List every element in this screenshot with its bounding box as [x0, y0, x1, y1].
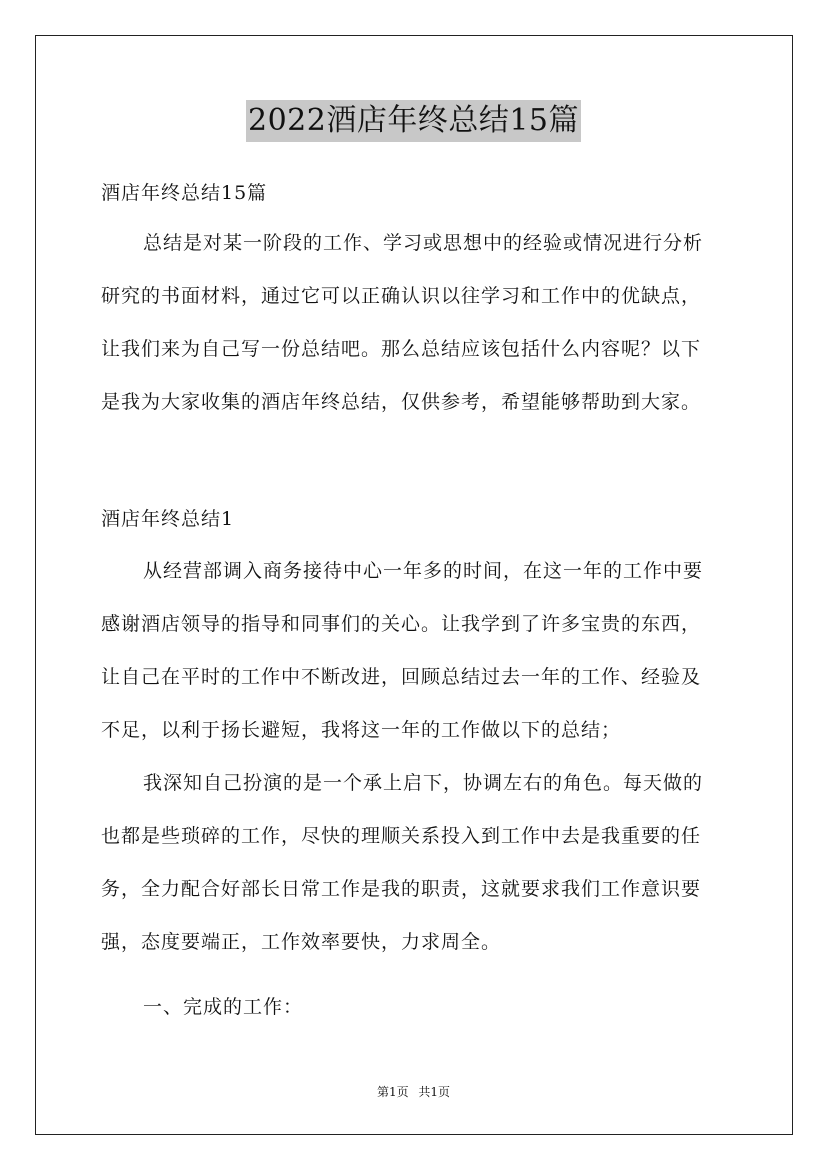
section-heading: 酒店年终总结1	[101, 508, 235, 530]
page-footer	[0, 1083, 827, 1101]
document-title: 2022酒店年终总结15篇	[246, 100, 581, 142]
intro-line-3: 让我们来为自己写一份总结吧。那么总结应该包括什么内容呢？以下	[101, 338, 702, 360]
intro-line-1: 总结是对某一阶段的工作、学习或思想中的经验或情况进行分析	[143, 232, 704, 254]
intro-line-4: 是我为大家收集的酒店年终总结，仅供参考，希望能够帮助到大家。	[101, 391, 702, 413]
para2-line-3: 务，全力配合好部长日常工作是我的职责，这就要求我们工作意识要	[101, 878, 702, 900]
subheading-completed-work: 一、完成的工作：	[143, 996, 304, 1018]
para1-line-1: 从经营部调入商务接待中心一年多的时间，在这一年的工作中要	[143, 560, 704, 582]
page-number: 第1页	[376, 1085, 409, 1099]
para1-line-4: 不足，以利于扬长避短，我将这一年的工作做以下的总结；	[101, 719, 622, 741]
para2-line-1: 我深知自己扮演的是一个承上启下，协调左右的角色。每天做的	[143, 772, 704, 794]
intro-line-2: 研究的书面材料，通过它可以正确认识以往学习和工作中的优缺点，	[101, 285, 702, 307]
para2-line-4: 强，态度要端正，工作效率要快，力求周全。	[101, 931, 502, 953]
subtitle: 酒店年终总结15篇	[101, 182, 268, 204]
para1-line-2: 感谢酒店领导的指导和同事们的关心。让我学到了许多宝贵的东西，	[101, 613, 702, 635]
title-container	[0, 100, 827, 142]
para1-line-3: 让自己在平时的工作中不断改进，回顾总结过去一年的工作、经验及	[101, 666, 702, 688]
page-total: 共1页	[418, 1085, 451, 1099]
para2-line-2: 也都是些琐碎的工作，尽快的理顺关系投入到工作中去是我重要的任	[101, 825, 702, 847]
